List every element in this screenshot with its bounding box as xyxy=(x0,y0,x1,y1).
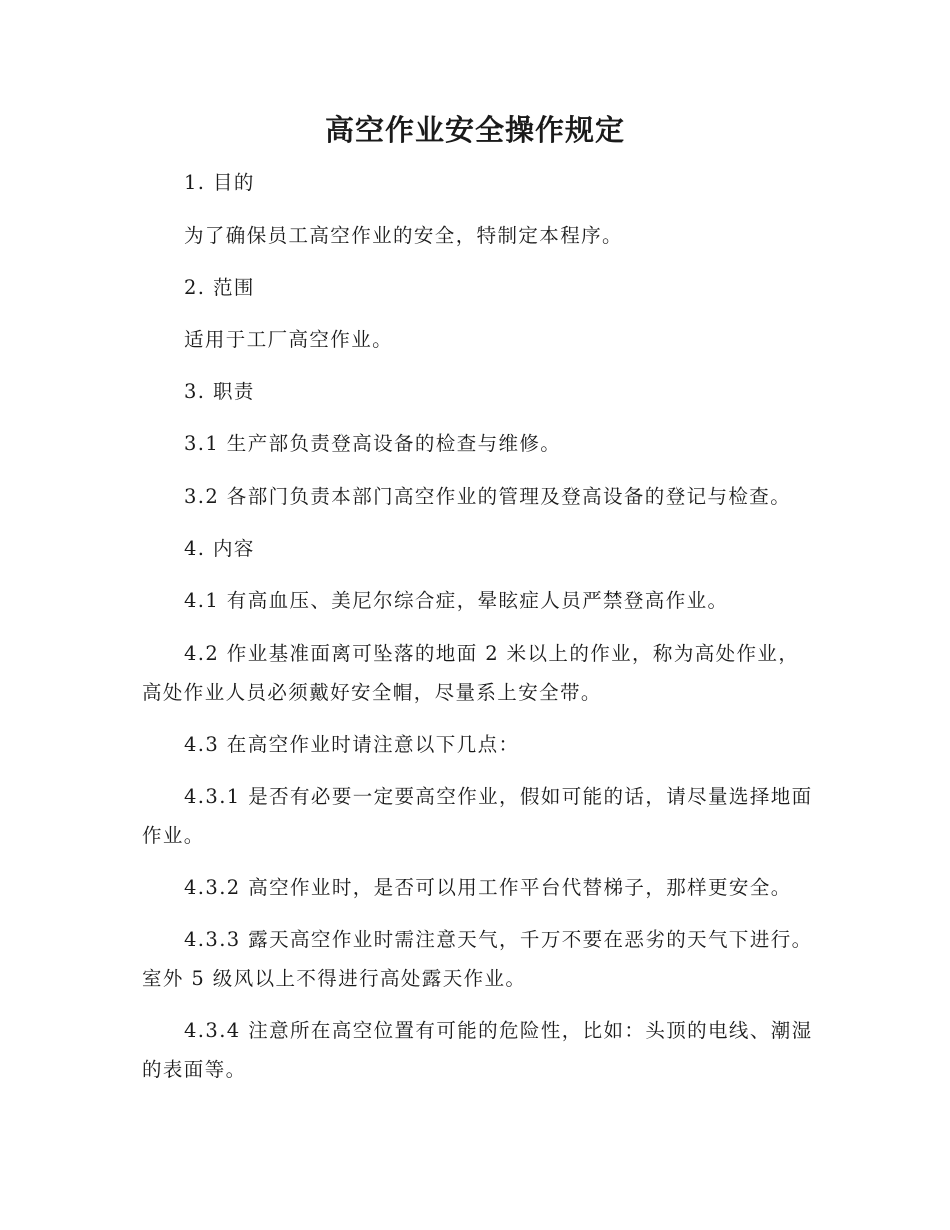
content-4-3-1: 4.3.1 是否有必要一定要高空作业，假如可能的话，请尽量选择地面作业。 xyxy=(142,785,813,847)
responsibility-3-1: 3.1 生产部负责登高设备的检查与维修。 xyxy=(184,432,562,455)
section-heading-scope: 2. 范围 xyxy=(184,276,255,299)
section-heading-responsibilities: 3. 职责 xyxy=(184,380,255,403)
scope-text: 适用于工厂高空作业。 xyxy=(184,328,394,351)
content-4-3-3: 4.3.3 露天高空作业时需注意天气，千万不要在恶劣的天气下进行。室外 5 级风以上不得进行高处露天作业。 xyxy=(142,928,813,990)
content-4-3: 4.3 在高空作业时请注意以下几点： xyxy=(184,733,520,756)
section-heading-purpose: 1. 目的 xyxy=(184,171,255,194)
content-4-1: 4.1 有高血压、美尼尔综合症，晕眩症人员严禁登高作业。 xyxy=(184,589,729,612)
content-4-3-4: 4.3.4 注意所在高空位置有可能的危险性，比如：头顶的电线、潮湿的表面等。 xyxy=(142,1019,813,1081)
responsibility-3-2: 3.2 各部门负责本部门高空作业的管理及登高设备的登记与检查。 xyxy=(184,485,792,508)
section-heading-content: 4. 内容 xyxy=(184,537,255,560)
purpose-text: 为了确保员工高空作业的安全，特制定本程序。 xyxy=(184,224,623,247)
content-4-2: 4.2 作业基准面离可坠落的地面 2 米以上的作业，称为高处作业，高处作业人员必须戴好安全帽，尽量系上安全带。 xyxy=(142,642,800,704)
document-title: 高空作业安全操作规定 xyxy=(324,113,625,147)
content-4-3-2: 4.3.2 高空作业时，是否可以用工作平台代替梯子，那样更安全。 xyxy=(184,876,792,899)
